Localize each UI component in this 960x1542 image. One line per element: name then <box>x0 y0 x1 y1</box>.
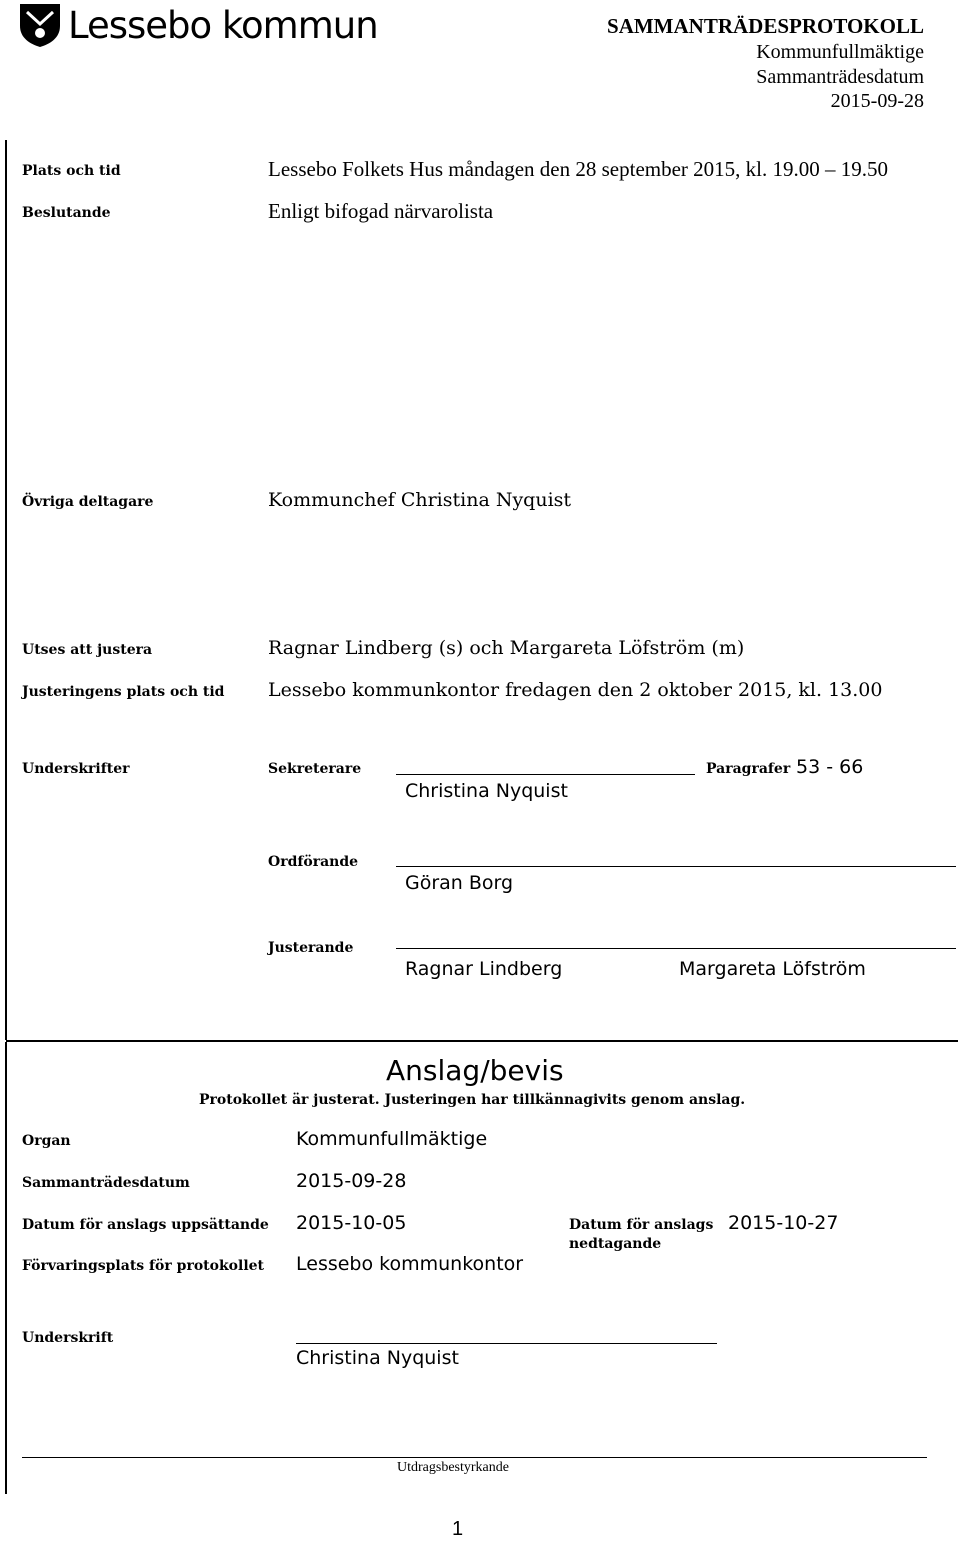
adjuster-signature-line <box>396 948 956 949</box>
chair-name: Göran Borg <box>405 872 514 894</box>
place-time-value: Lessebo Folkets Hus måndagen den 28 september 2015, kl. 19.00 – 19.50 <box>268 157 888 181</box>
extract-label: Utdragsbestyrkande <box>397 1460 509 1475</box>
signature-label: Underskrift <box>22 1330 114 1346</box>
secretary-label: Sekreterare <box>268 761 362 777</box>
municipality-name: Lessebo kommun <box>68 3 378 47</box>
storage-label: Förvaringsplats för protokollet <box>22 1258 265 1274</box>
footer-rule <box>22 1457 927 1458</box>
left-border <box>5 140 7 1040</box>
organ-label: Organ <box>22 1133 71 1149</box>
coat-of-arms-icon <box>18 2 62 48</box>
adjusters-label: Utses att justera <box>22 642 153 658</box>
notice-signature-name: Christina Nyquist <box>296 1347 459 1369</box>
page-number: 1 <box>452 1518 464 1540</box>
signatures-label: Underskrifter <box>22 761 130 777</box>
chair-signature-line <box>396 866 956 867</box>
notice-title: Anslag/bevis <box>386 1054 564 1087</box>
removed-label-line-2: nedtagande <box>569 1236 662 1252</box>
adjust-place-label: Justeringens plats och tid <box>22 684 225 700</box>
deciding-label: Beslutande <box>22 205 111 221</box>
header-date: 2015-09-28 <box>830 90 924 112</box>
notice-subtitle: Protokollet är justerat. Justeringen har tillkännagivits genom anslag. <box>199 1092 746 1108</box>
paragraphs-value: 53 - 66 <box>796 756 864 778</box>
adjuster-1-name: Ragnar Lindberg <box>405 958 563 980</box>
notice-date-label: Sammanträdesdatum <box>22 1175 190 1191</box>
deciding-value: Enligt bifogad närvarolista <box>268 199 494 223</box>
section-divider <box>6 1040 958 1042</box>
notice-date-value: 2015-09-28 <box>296 1170 407 1192</box>
others-value: Kommunchef Christina Nyquist <box>268 489 572 511</box>
adjuster-label: Justerande <box>268 940 354 956</box>
secretary-signature-line <box>396 774 695 775</box>
posted-label: Datum för anslags uppsättande <box>22 1217 269 1233</box>
paragraphs-label: Paragrafer <box>706 761 791 777</box>
place-time-label: Plats och tid <box>22 163 121 179</box>
municipality-logo <box>18 2 378 48</box>
header-body: Kommunfullmäktige <box>756 41 924 63</box>
document-type: SAMMANTRÄDESPROTOKOLL <box>607 14 924 38</box>
adjuster-2-name: Margareta Löfström <box>679 958 866 980</box>
posted-value: 2015-10-05 <box>296 1212 407 1234</box>
organ-value: Kommunfullmäktige <box>296 1128 488 1150</box>
adjusters-value: Ragnar Lindberg (s) och Margareta Löfström (m) <box>268 637 745 659</box>
left-border-lower <box>5 1042 7 1494</box>
others-label: Övriga deltagare <box>22 494 154 510</box>
adjust-place-value: Lessebo kommunkontor fredagen den 2 oktober 2015, kl. 13.00 <box>268 679 883 701</box>
secretary-name: Christina Nyquist <box>405 780 568 802</box>
removed-value: 2015-10-27 <box>728 1212 839 1234</box>
chair-label: Ordförande <box>268 854 359 870</box>
notice-signature-line <box>296 1343 717 1344</box>
storage-value: Lessebo kommunkontor <box>296 1253 524 1275</box>
removed-label-line-1: Datum för anslags <box>569 1217 714 1233</box>
header-date-label: Sammanträdesdatum <box>756 66 924 88</box>
